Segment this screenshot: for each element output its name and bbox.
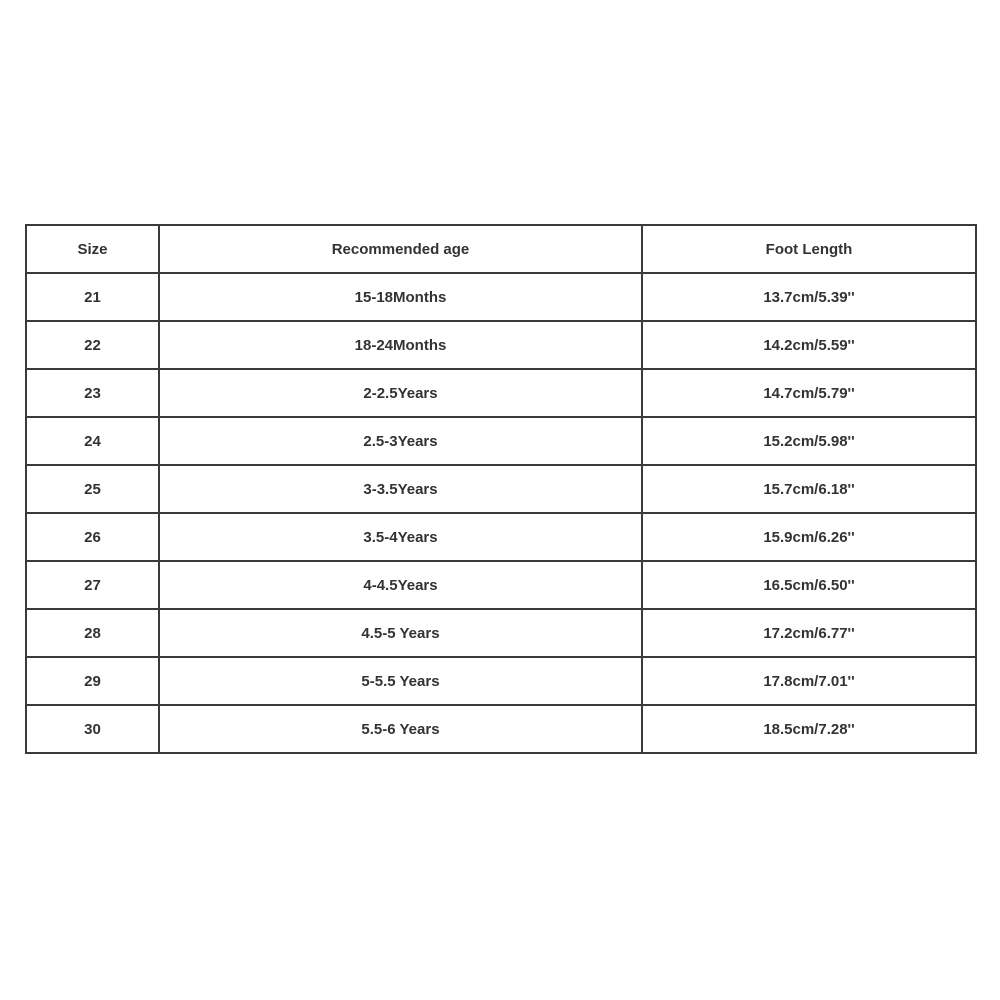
cell-foot-length: 16.5cm/6.50'' [642,561,976,609]
cell-foot-length: 17.2cm/6.77'' [642,609,976,657]
cell-size: 26 [26,513,159,561]
header-size: Size [26,225,159,273]
header-foot-length: Foot Length [642,225,976,273]
table-row [26,609,976,657]
cell-recommended-age: 4.5-5 Years [159,609,642,657]
cell-size: 28 [26,609,159,657]
cell-recommended-age: 5.5-6 Years [159,705,642,753]
cell-recommended-age: 18-24Months [159,321,642,369]
cell-recommended-age: 5-5.5 Years [159,657,642,705]
cell-recommended-age: 15-18Months [159,273,642,321]
size-chart-table [25,224,977,754]
table-row [26,657,976,705]
cell-size: 25 [26,465,159,513]
cell-size: 29 [26,657,159,705]
table-header-row [26,225,976,273]
table-row [26,513,976,561]
table-row [26,561,976,609]
cell-size: 22 [26,321,159,369]
cell-foot-length: 14.7cm/5.79'' [642,369,976,417]
cell-recommended-age: 4-4.5Years [159,561,642,609]
cell-foot-length: 15.9cm/6.26'' [642,513,976,561]
cell-size: 23 [26,369,159,417]
cell-foot-length: 15.7cm/6.18'' [642,465,976,513]
table-row [26,465,976,513]
table-row [26,705,976,753]
cell-foot-length: 15.2cm/5.98'' [642,417,976,465]
cell-size: 21 [26,273,159,321]
table-row [26,321,976,369]
cell-recommended-age: 2.5-3Years [159,417,642,465]
cell-recommended-age: 3-3.5Years [159,465,642,513]
cell-size: 24 [26,417,159,465]
cell-size: 30 [26,705,159,753]
cell-foot-length: 14.2cm/5.59'' [642,321,976,369]
cell-recommended-age: 3.5-4Years [159,513,642,561]
cell-recommended-age: 2-2.5Years [159,369,642,417]
table-row [26,369,976,417]
header-recommended-age: Recommended age [159,225,642,273]
table-row [26,273,976,321]
table-row [26,417,976,465]
cell-foot-length: 17.8cm/7.01'' [642,657,976,705]
cell-foot-length: 18.5cm/7.28'' [642,705,976,753]
cell-size: 27 [26,561,159,609]
cell-foot-length: 13.7cm/5.39'' [642,273,976,321]
